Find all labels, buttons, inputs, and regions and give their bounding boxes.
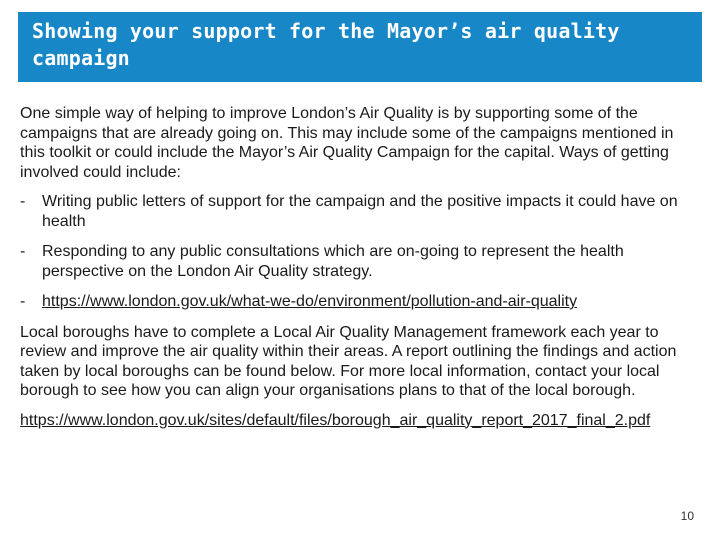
bullet-marker: - xyxy=(20,193,26,210)
page-number: 10 xyxy=(680,509,694,523)
bullet-item xyxy=(20,292,700,312)
boroughs-paragraph: Local boroughs have to complete a Local Air Quality Management framework each year to review and improve the air quality within their areas. A report outlining the findings and action taken by local boroughs can be found below. For more local information, contact your local borough to see how you can align your organisations plans to that of the local borough. xyxy=(20,323,677,399)
bullet-item xyxy=(20,242,700,281)
bullet-marker: - xyxy=(20,243,26,260)
pollution-air-quality-link[interactable]: https://www.london.gov.uk/what-we-do/environment/pollution-and-air-quality xyxy=(42,293,578,310)
borough-report-link[interactable]: https://www.london.gov.uk/sites/default/files/borough_air_quality_report_2017_final_2.pdf xyxy=(20,411,651,429)
title-banner xyxy=(18,12,702,82)
bullet-item xyxy=(20,192,700,231)
bullet-text: Responding to any public consultations which are on-going to represent the health perspective on the London Air Quality strategy. xyxy=(42,243,624,280)
bullet-text: Writing public letters of support for the campaign and the positive impacts it could have on health xyxy=(42,193,678,230)
intro-paragraph: One simple way of helping to improve London’s Air Quality is by supporting some of the campaigns that are already going on. This may include some of the campaigns mentioned in this toolkit or could include the Mayor’s Air Quality Campaign for the capital. Ways of getting involved could include: xyxy=(20,105,674,181)
slide-body xyxy=(20,104,700,430)
page-title: Showing your support for the Mayor’s air quality campaign xyxy=(32,19,620,70)
bullet-marker: - xyxy=(20,293,26,310)
report-link-container xyxy=(20,411,700,431)
